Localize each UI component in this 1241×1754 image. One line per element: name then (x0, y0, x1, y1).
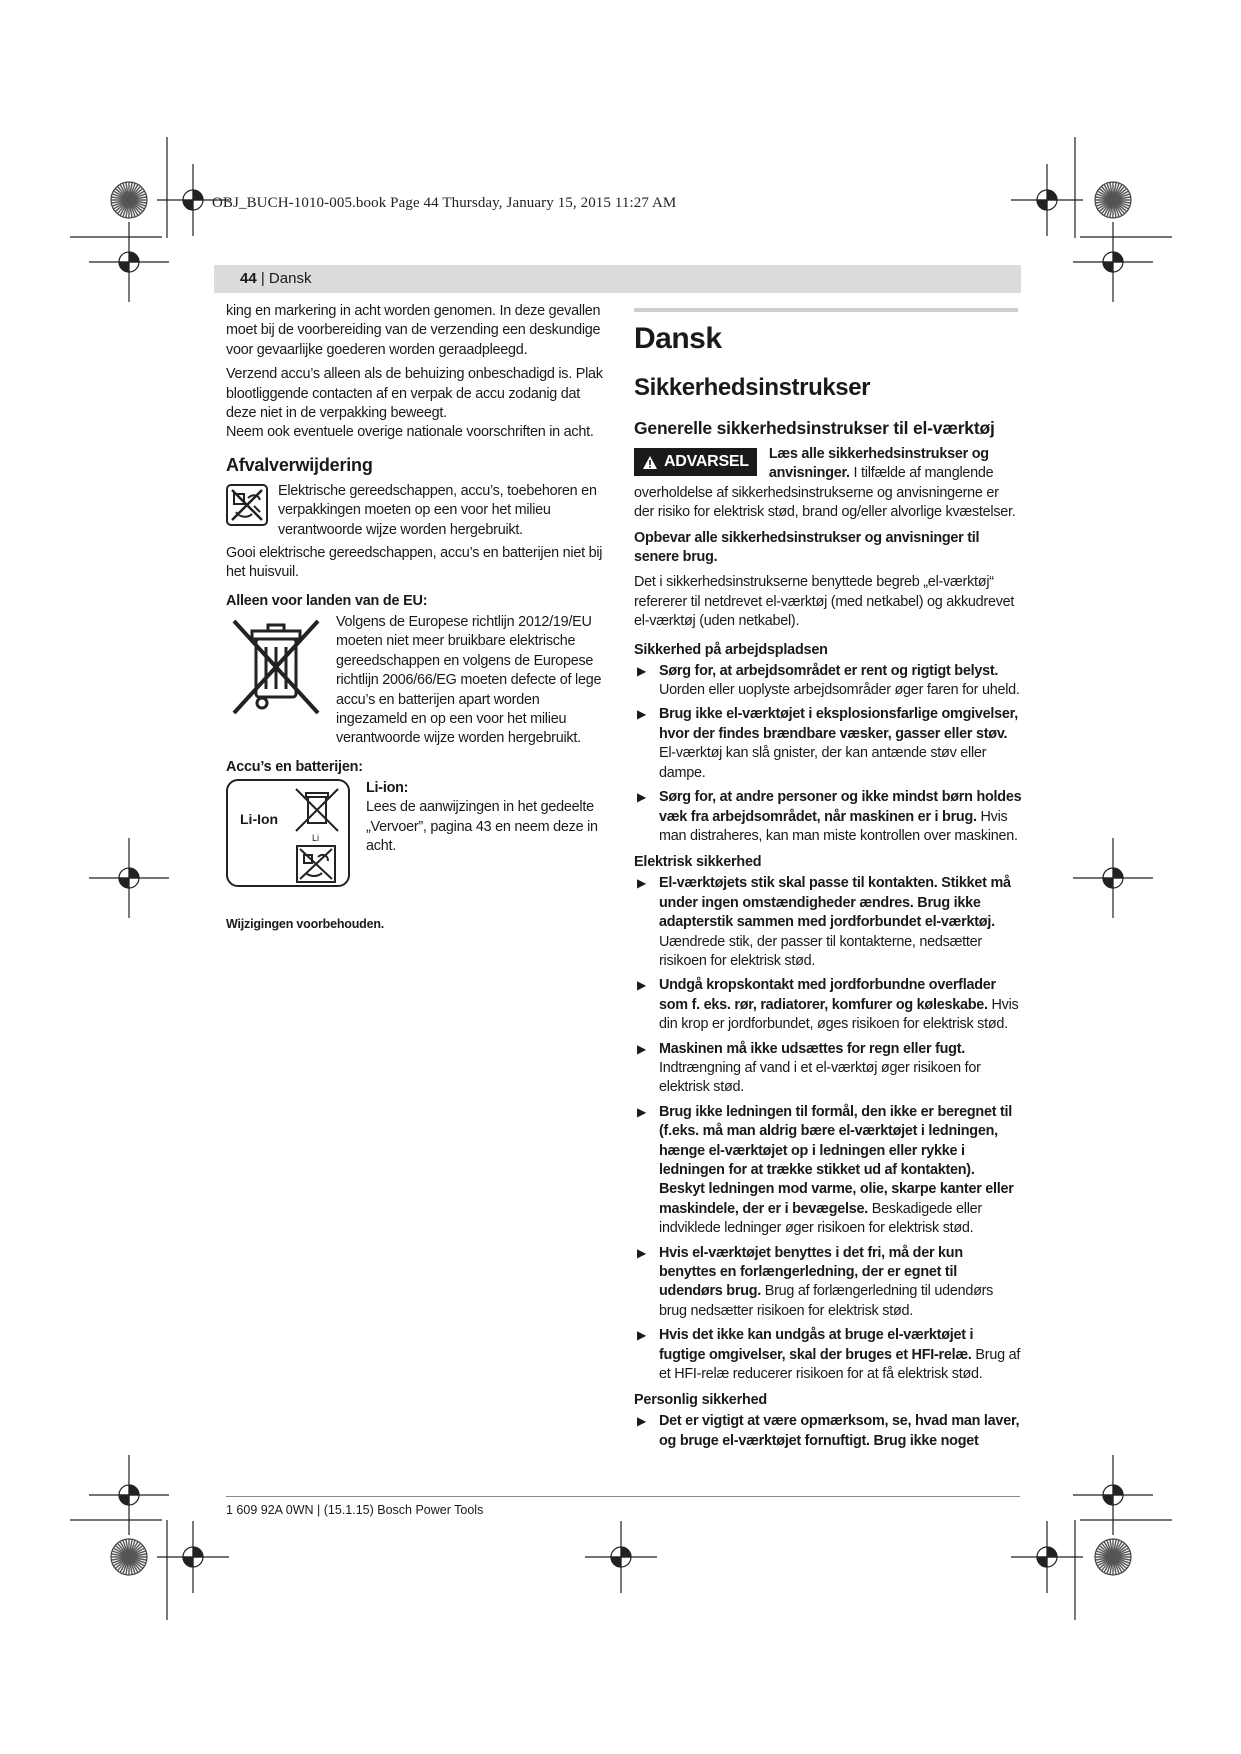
disposal-text: Elektrische gereedschappen, accu’s, toebehoren en verpakkingen moeten op een voor het milieu verantwoorde wijze worden hergebruikt. (278, 482, 597, 538)
liion-heading: Li-ion: (366, 779, 409, 796)
registration-mark-icon (89, 222, 169, 302)
personal-title: Personlig sikkerhed (634, 1392, 767, 1409)
list-item-text: Beskadigede eller indviklede ledninger øger risikoen for elektrisk stød. (659, 1200, 982, 1237)
paragraph: Verzend accu’s alleen als de behuizing onbeschadigd is. Plak blootliggende contacten af en verpak de accu zodanig dat deze niet in de verpakking beweegt. (226, 366, 603, 422)
list-item-body (659, 788, 1022, 846)
list-item (634, 662, 1022, 701)
list-item (634, 976, 1022, 1034)
list-item-body (659, 662, 1022, 701)
section-title: Sikkerhedsinstrukser (634, 374, 871, 401)
list-item-body (659, 1244, 1022, 1322)
warning-text: I tilfælde af manglende overholdelse af sikkerhedsinstrukserne og anvisningerne er der risiko for elektrisk stød, brand og/eller alvorlige kvæstelser. (634, 465, 1016, 521)
heading-disposal: Afvalverwijdering (226, 454, 373, 475)
bullet-arrow-icon: ▶ (637, 978, 646, 993)
liion-box-label: Li-Ion (240, 810, 279, 827)
list-item-body (659, 1412, 1022, 1451)
print-header: OBJ_BUCH-1010-005.book Page 44 Thursday, January 15, 2015 11:27 AM (212, 195, 677, 211)
bullet-arrow-icon: ▶ (637, 1104, 646, 1119)
page-footer: 1 609 92A 0WN | (15.1.15) Bosch Power Tools (226, 1503, 484, 1517)
bullet-arrow-icon: ▶ (637, 876, 646, 891)
list-item (634, 1103, 1022, 1239)
list-item-bold: Sørg for, at arbejdsområdet er rent og rigtigt belyst. (659, 662, 999, 679)
registration-mark-icon (585, 1521, 657, 1593)
list-item-bold: Det er vigtigt at være opmærksom, se, hvad man laver, og bruge el-værktøjet fornuftigt. Brug ikke noget (659, 1413, 1020, 1449)
registration-mark-icon (1073, 222, 1153, 302)
list-item-text: Uændrede stik, der passer til kontakterne, nedsætter risikoen for elektrisk stød. (659, 933, 982, 969)
registration-mark-icon (89, 838, 169, 918)
paragraph: king en markering in acht worden genomen. In deze gevallen moet bij de voorbereiding van de verzending een deskundige voor gevaarlijke goederen worden geraadpleegd. (226, 303, 601, 358)
paragraph: Neem ook eventuele overige nationale voorschriften in acht. (226, 424, 594, 441)
general-title: Generelle sikkerhedsinstrukser til el-værktøj (634, 418, 995, 438)
eu-block (226, 613, 610, 749)
warning-triangle-icon (642, 455, 658, 470)
crossed-bin-icon (294, 787, 340, 835)
list-item-text: Uorden eller uoplyste arbejdsområder øger faren for uheld. (659, 682, 1020, 699)
list-item-bold: Brug ikke ledningen til formål, den ikke er beregnet til (f.eks. må man aldrig bære el-værktøjet i ledningen, hænge el-værktøjet op i ledningen eller rykke i ledningen for at trække stikket ud af kontakten). Beskyt ledningen mod varme, olie, skarpe kanter eller maskindele, der er i bevægelse. (659, 1103, 1014, 1217)
bullet-arrow-icon: ▶ (637, 1414, 646, 1429)
list-item-body (659, 705, 1022, 783)
section-rule (634, 308, 1018, 312)
list-item-text: Indtrængning af vand i et el-værktøj øger risikoen for elektrisk stød. (659, 1059, 981, 1096)
list-item-body (659, 1326, 1022, 1384)
list-item-text: Brug af et HFI-relæ reducerer risikoen for at få elektrisk stød. (659, 1346, 1021, 1383)
warning-block (634, 445, 1022, 523)
list-item-body (659, 1103, 1022, 1239)
color-target-icon (111, 182, 147, 218)
list-item (634, 874, 1022, 971)
list-item (634, 1244, 1022, 1322)
right-column (634, 308, 1022, 1456)
list-item-text: El-værktøj kan slå gnister, der kan antænde støv eller dampe. (659, 745, 987, 781)
bullet-arrow-icon: ▶ (637, 1328, 646, 1343)
color-target-icon (111, 1539, 147, 1575)
work-area-list (634, 662, 1022, 847)
eu-label: Alleen voor landen van de EU: (226, 592, 428, 609)
crossed-bin-icon (226, 617, 326, 721)
list-item-body (659, 976, 1022, 1034)
list-item-text: Hvis man distraheres, kan man miste kontrollen over maskinen. (659, 808, 1018, 844)
bullet-arrow-icon: ▶ (637, 790, 646, 805)
page-header-separator: | (256, 270, 269, 287)
liion-small-label: Li (312, 832, 320, 843)
list-item-body (659, 1040, 1022, 1098)
registration-mark-icon (157, 1521, 229, 1593)
keep-text: Opbevar alle sikkerhedsinstrukser og anvisninger til senere brug. (634, 529, 980, 566)
liion-block (226, 779, 610, 887)
batteries-label: Accu’s en batterijen: (226, 758, 363, 775)
registration-mark-icon (1011, 1521, 1083, 1593)
list-item-text: Brug af forlængerledning til udendørs brug nedsætter risikoen for elektrisk stød. (659, 1283, 994, 1319)
changes-note: Wijzigingen voorbehouden. (226, 916, 385, 931)
list-item-bold: Hvis det ikke kan undgås at bruge el-værktøjet i fugtige omgivelser, skal der bruges et HFI-relæ. (659, 1327, 974, 1363)
left-column (226, 302, 610, 931)
bullet-arrow-icon: ▶ (637, 663, 646, 678)
eu-text: Volgens de Europese richtlijn 2012/19/EU moeten niet meer bruikbare elektrische gereedschappen en volgens de Europese richtlijn 2006/66/EG moeten defecte of lege accu’s en batterijen apart worden ingezameld en op een voor het milieu verantwoorde wijze worden hergebruikt. (336, 613, 602, 747)
list-item (634, 1326, 1022, 1384)
electrical-list (634, 874, 1022, 1384)
recycle-packaging-icon (226, 484, 268, 526)
list-item-text: Hvis din krop er jordforbundet, øges risikoen for elektrisk stød. (659, 996, 1019, 1033)
bullet-arrow-icon: ▶ (637, 707, 646, 722)
battery-recycle-icon (296, 845, 336, 883)
language-title: Dansk (634, 322, 722, 355)
liion-text: Lees de aanwijzingen in het gedeelte „Vervoer”, pagina 43 en neem deze in acht. (366, 799, 598, 854)
color-target-icon (1095, 182, 1131, 218)
registration-mark-icon (89, 1455, 169, 1535)
list-item-bold: Undgå kropskontakt med jordforbundne overflader som f. eks. rør, radiatorer, komfurer og køleskabe. (659, 977, 996, 1013)
registration-mark-icon (1073, 838, 1153, 918)
work-area-title: Sikkerhed på arbejdspladsen (634, 641, 828, 658)
term-text: Det i sikkerhedsinstrukserne benyttede begreb „el-værktøj“ refererer til netdrevet el-værktøj (med netkabel) og akkudrevet el-værktøj (uden netkabel). (634, 574, 1015, 630)
page-header-section: Dansk (268, 270, 312, 287)
warning-badge-label: ADVARSEL (664, 453, 749, 471)
color-target-icon (1095, 1539, 1131, 1575)
disposal-block (226, 482, 610, 540)
household-text: Gooi elektrische gereedschappen, accu’s en batterijen niet bij het huisvuil. (226, 545, 603, 581)
bullet-arrow-icon: ▶ (637, 1245, 646, 1260)
list-item (634, 1412, 1022, 1451)
page-header-band (214, 265, 1021, 293)
list-item-bold: El-værktøjets stik skal passe til kontakten. Stikket må under ingen omstændigheder ændres. Brug ikke adapterstik sammen med jordforbundet el-værktøj. (659, 875, 1011, 931)
footer-rule (226, 1496, 1020, 1497)
bullet-arrow-icon: ▶ (637, 1041, 646, 1056)
electrical-title: Elektrisk sikkerhed (634, 854, 762, 871)
list-item-bold: Hvis el-værktøjet benyttes i det fri, må der kun benyttes en forlængerledning, der er egnet til udendørs brug. (659, 1244, 963, 1300)
liion-symbol (226, 779, 350, 887)
page-header (240, 270, 311, 287)
list-item (634, 1040, 1022, 1098)
list-item-body (659, 874, 1022, 971)
list-item-bold: Brug ikke el-værktøjet i eksplosionsfarlige omgivelser, hvor der findes brændbare væsker, gasser eller støv. (659, 706, 1018, 742)
list-item-bold: Maskinen må ikke udsættes for regn eller fugt. (659, 1040, 965, 1057)
list-item (634, 788, 1022, 846)
list-item-bold: Sørg for, at andre personer og ikke mindst børn holdes væk fra arbejdsområdet, når maskinen er i brug. (659, 789, 1022, 825)
warning-badge (634, 448, 757, 476)
warning-bold: Læs alle sikkerhedsinstrukser og anvisninger. (768, 446, 989, 482)
personal-list (634, 1412, 1022, 1451)
list-item (634, 705, 1022, 783)
registration-mark-icon (1073, 1455, 1153, 1535)
page-number: 44 (240, 270, 257, 287)
registration-mark-icon (1011, 164, 1083, 236)
